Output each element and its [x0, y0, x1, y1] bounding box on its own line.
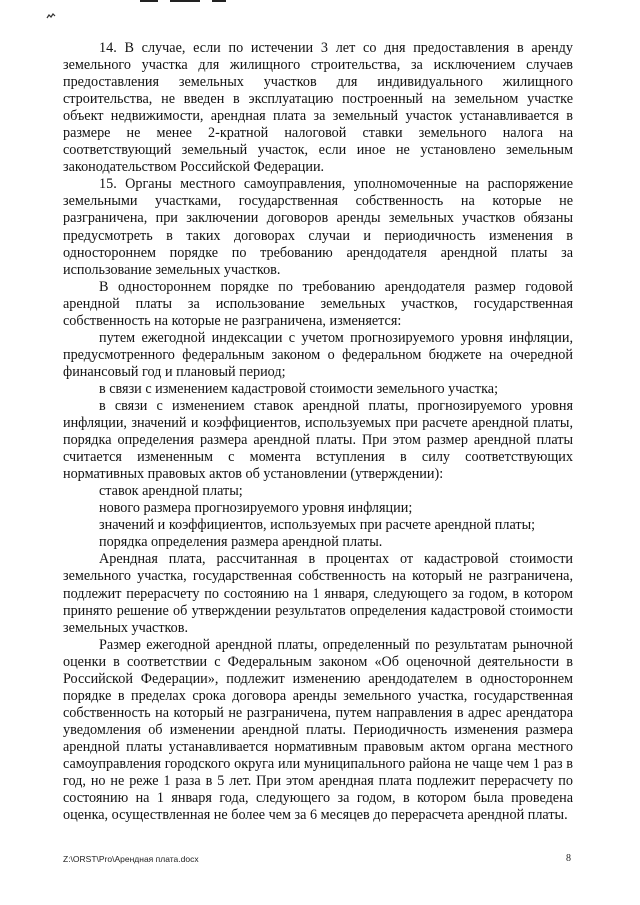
list-item-procedure: порядка определения размера арендной платы. [99, 534, 383, 551]
document-body [63, 40, 573, 824]
scan-speck-icon [46, 12, 56, 20]
page-number: 8 [566, 853, 571, 864]
list-item-inflation: нового размера прогнозируемого уровня инфляции; [99, 500, 413, 517]
list-item-cadastral-value: в связи с изменением кадастровой стоимости земельного участка; [99, 380, 499, 397]
list-item-coefficients: значений и коэффициентов, используемых при расчете арендной платы; [99, 517, 536, 534]
list-item-rate-change: в связи с изменением ставок арендной платы, прогнозируемого уровня инфляции, значений и коэффициентов, используемых при расчете арендной платы, порядка определения размера арендной платы. При этом размер арендной платы считается измененным с момента вступления в силу соответствующих нормативных правовых актов об установлении (утверждении): [63, 397, 573, 483]
footer-file-path: Z:\ORST\Pro\Арендная плата.docx [63, 854, 199, 864]
paragraph-14: 14. В случае, если по истечении 3 лет со дня предоставления в аренду земельного участка для жилищного строительства, за исключением случаев предоставления земельных участков для индивидуального жилищного строительства, не введен в эксплуатацию построенный на земельном участке объект недвижимости, арендная плата за земельный участок устанавливается в размере не менее 2-кратной налоговой ставки земельного налога на соответствующий земельный участок, если иное не установлено земельным законодательством Российской Федерации. [63, 40, 573, 176]
top-edge-marks [140, 0, 240, 6]
paragraph-market-valuation: Размер ежегодной арендной платы, определенный по результатам рыночной оценки в соответствии с Федеральным законом «Об оценочной деятельности в Российской Федерации», подлежит изменению арендодателем в одностороннем порядке в пределах срока договора аренды земельного участка, государственная собственность на который не разграничена, путем направления в адрес арендатора уведомления об изменении арендной платы. Периодичность изменения размера арендной платы устанавливается нормативным правовым актом органа местного самоуправления городского округа или муниципального района не чаще чем 1 раз в год, но не реже 1 раза в 5 лет. При этом арендная плата подлежит перерасчету по состоянию на 1 января года, следующего за годом, в котором была проведена оценка, осуществленная не более чем за 6 месяцев до перерасчета арендной платы. [63, 636, 573, 824]
list-item-rates: ставок арендной платы; [99, 483, 243, 500]
paragraph-unilateral-change: В одностороннем порядке по требованию арендодателя размер годовой арендной платы за использование земельных участков, государственная собственность на которые не разграничена, изменяется: [63, 278, 573, 329]
list-item-indexation: путем ежегодной индексации с учетом прогнозируемого уровня инфляции, предусмотренного федеральным законом о федеральном бюджете на очередной финансовый год и плановый период; [63, 329, 573, 380]
paragraph-cadastral-recalc: Арендная плата, рассчитанная в процентах от кадастровой стоимости земельного участка, государственная собственность на который не разграничена, подлежит перерасчету по состоянию на 1 января, следующего за годом, в котором принято решение об утверждении результатов определения кадастровой стоимости земельных участков. [63, 551, 573, 636]
paragraph-15: 15. Органы местного самоуправления, уполномоченные на распоряжение земельными участками, государственная собственность на которые не разграничена, при заключении договоров аренды земельных участков обязаны предусмотреть в таких договорах случаи и периодичность изменения в одностороннем порядке по требованию арендодателя арендной платы за использование земельных участков. [63, 176, 573, 278]
